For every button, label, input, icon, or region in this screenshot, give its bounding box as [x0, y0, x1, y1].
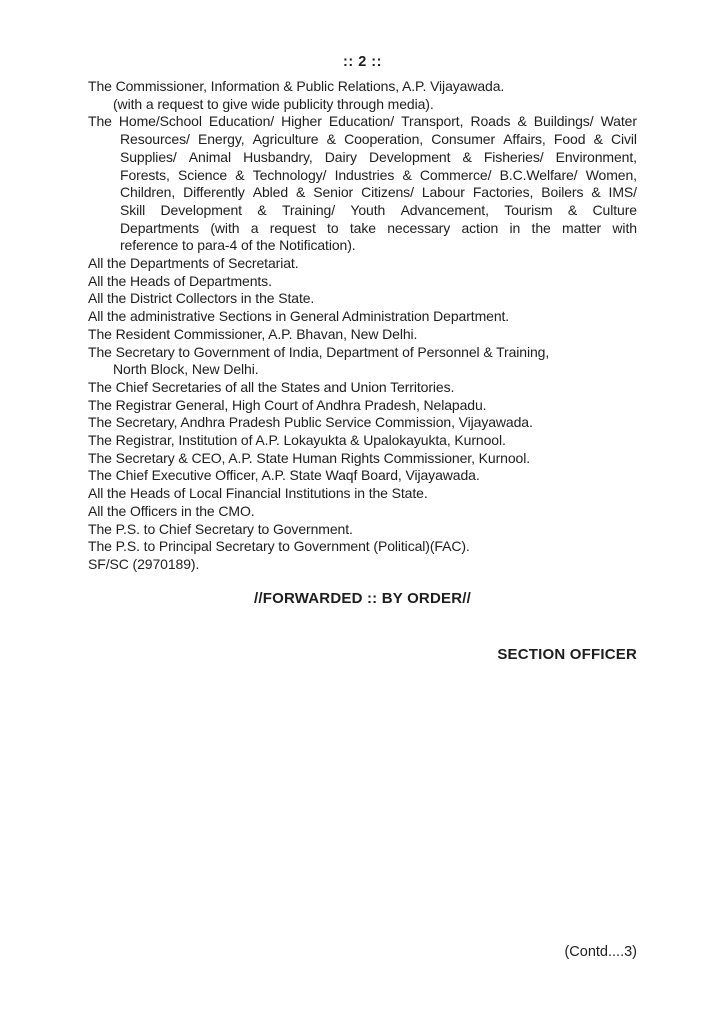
distribution-line: The Secretary & CEO, A.P. State Human Rights Commissioner, Kurnool. [88, 449, 531, 466]
distribution-line: All the Officers in the CMO. [88, 502, 255, 519]
distribution-line: All the Departments of Secretariat. [88, 255, 299, 272]
distribution-line: The Registrar General, High Court of Andhra Pradesh, Nelapadu. [88, 396, 487, 413]
distribution-line: SF/SC (2970189). [88, 555, 200, 572]
distribution-line: Departments (with a request to take necessary action in the matter with [120, 219, 637, 236]
distribution-line: Resources/ Energy, Agriculture & Cooperation, Consumer Affairs, Food & Civil [120, 131, 637, 148]
distribution-line: The Home/School Education/ Higher Education/ Transport, Roads & Buildings/ Water [88, 113, 637, 130]
distribution-line: The Commissioner, Information & Public Relations, A.P. Vijayawada. [88, 78, 505, 94]
distribution-line: The P.S. to Principal Secretary to Government (Political)(FAC). [88, 538, 470, 555]
distribution-line: The Secretary, Andhra Pradesh Public Service Commission, Vijayawada. [88, 414, 533, 431]
distribution-line: Supplies/ Animal Husbandry, Dairy Development & Fisheries/ Environment, [120, 148, 637, 165]
forwarded-line: //FORWARDED :: BY ORDER// [254, 589, 471, 607]
distribution-line: The Registrar, Institution of A.P. Lokayukta & Upalokayukta, Kurnool. [88, 432, 506, 449]
distribution-line: Forests, Science & Technology/ Industries & Commerce/ B.C.Welfare/ Women, [120, 166, 637, 183]
signatory: SECTION OFFICER [497, 645, 637, 663]
distribution-line: The Chief Executive Officer, A.P. State Waqf Board, Vijayawada. [88, 467, 480, 484]
distribution-line: The Secretary to Government of India, Department of Personnel & Training, [88, 343, 550, 360]
distribution-line: North Block, New Delhi. [113, 361, 259, 378]
page-number: :: 2 :: [343, 54, 382, 70]
distribution-line: All the District Collectors in the State. [88, 290, 315, 307]
distribution-line: All the Heads of Local Financial Institutions in the State. [88, 485, 428, 502]
distribution-line: The Resident Commissioner, A.P. Bhavan, New Delhi. [88, 325, 418, 342]
distribution-line: Skill Development & Training/ Youth Advancement, Tourism & Culture [120, 201, 637, 218]
distribution-list [88, 78, 637, 574]
distribution-line: reference to para-4 of the Notification). [120, 237, 356, 254]
distribution-line: The P.S. to Chief Secretary to Government. [88, 520, 353, 537]
continuation-note: (Contd....3) [564, 944, 637, 960]
distribution-line: (with a request to give wide publicity through media). [113, 95, 434, 112]
distribution-line: All the Heads of Departments. [88, 272, 272, 289]
distribution-line: The Chief Secretaries of all the States and Union Territories. [88, 378, 455, 395]
distribution-line: All the administrative Sections in General Administration Department. [88, 308, 510, 325]
page-content [88, 53, 637, 664]
distribution-line: Children, Differently Abled & Senior Citizens/ Labour Factories, Boilers & IMS/ [120, 184, 637, 201]
